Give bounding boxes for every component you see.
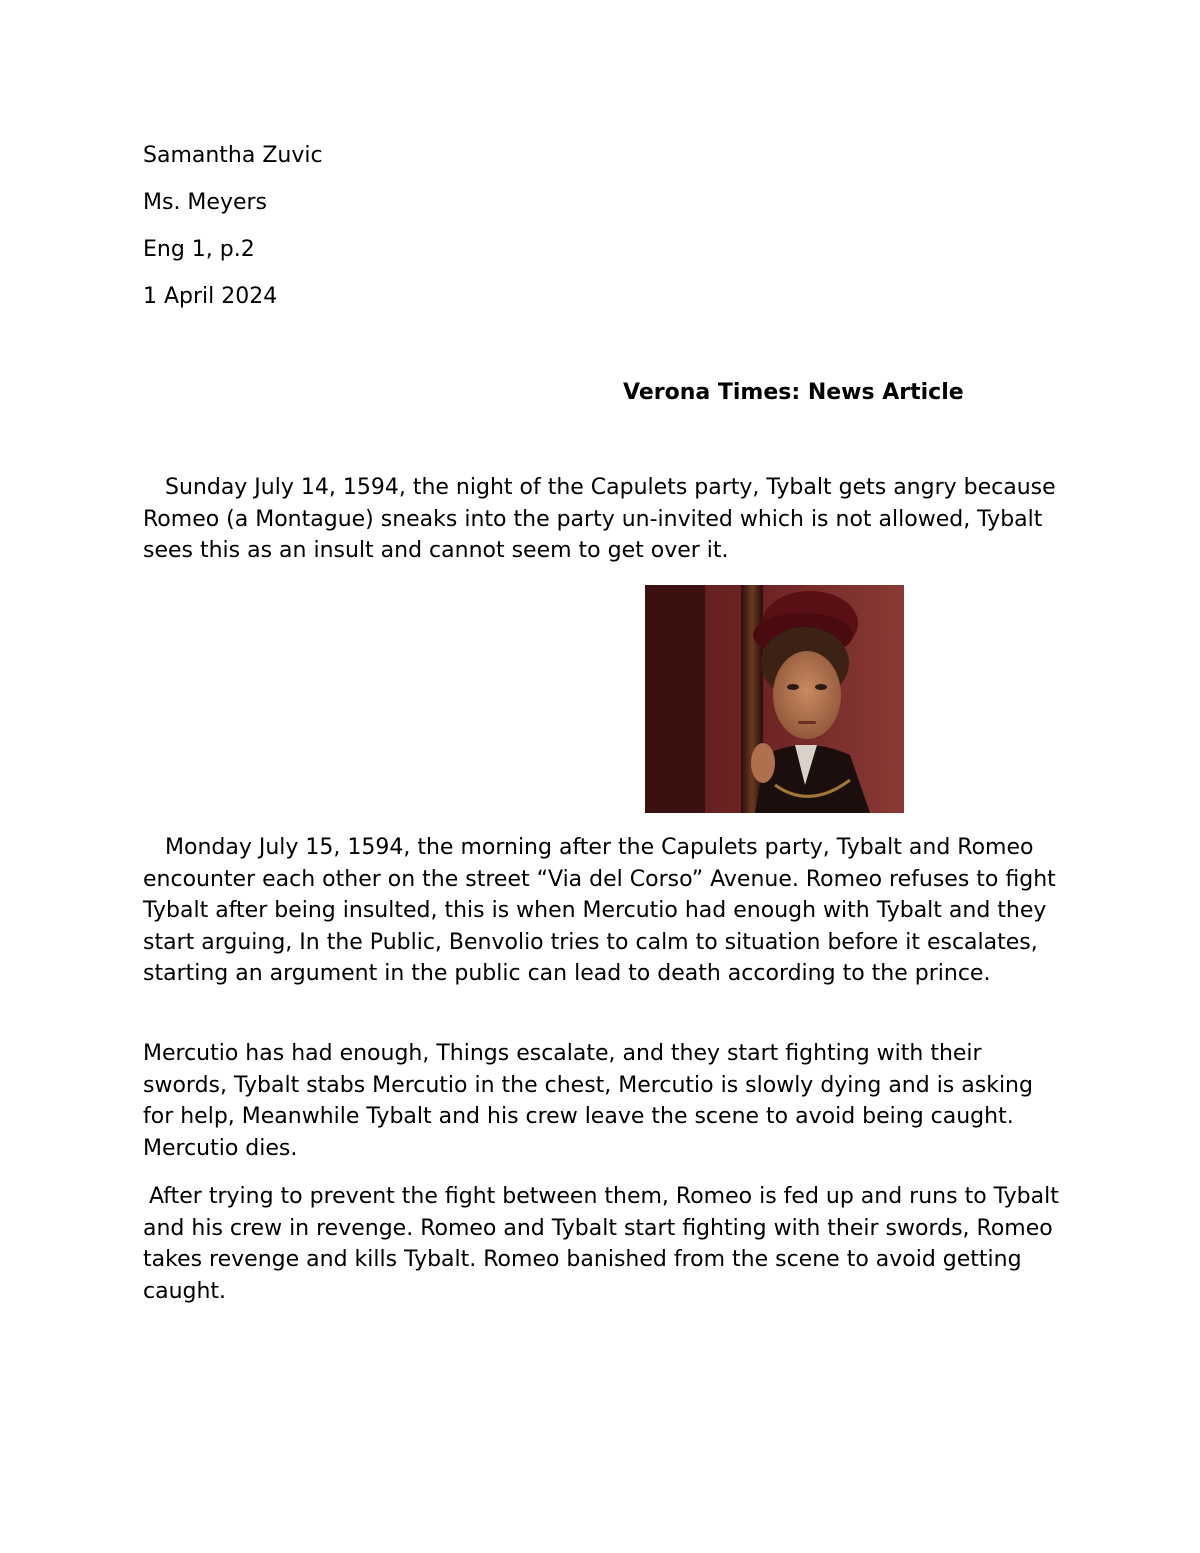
article-paragraph-2: Monday July 15, 1594, the morning after the Capulets party, Tybalt and Romeo encounter each other on the street “Via del Corso” Avenue. Romeo refuses to fight Tybalt after being insulted, this is when Mercutio had enough with Tybalt and they start arguing, In the Public, Benvolio tries to calm to situation before it escalates, starting an argument in the public can lead to death according to the prince. — [143, 835, 1056, 986]
document-date: 1 April 2024 — [143, 284, 278, 309]
article-paragraph-4: After trying to prevent the fight between them, Romeo is fed up and runs to Tybalt and his crew in revenge. Romeo and Tybalt start fighting with their swords, Romeo takes revenge and kills Tybalt. Romeo banished from the scene to avoid getting caught. — [143, 1184, 1059, 1304]
tybalt-photo — [645, 585, 904, 813]
class-period: Eng 1, p.2 — [143, 237, 255, 262]
article-title: Verona Times: News Article — [623, 380, 964, 405]
teacher-name: Ms. Meyers — [143, 190, 268, 215]
article-paragraph-3: Mercutio has had enough, Things escalate, and they start fighting with their swords, Tybalt stabs Mercutio in the chest, Mercutio is slowly dying and is asking for help, Meanwhile Tybalt and his crew leave the scene to avoid being caught. Mercutio dies. — [143, 1041, 1033, 1161]
student-name: Samantha Zuvic — [143, 143, 323, 168]
article-paragraph-1: Sunday July 14, 1594, the night of the Capulets party, Tybalt gets angry because Romeo (a Montague) sneaks into the party un-invited which is not allowed, Tybalt sees this as an insult and cannot seem to get over it. — [143, 475, 1056, 563]
